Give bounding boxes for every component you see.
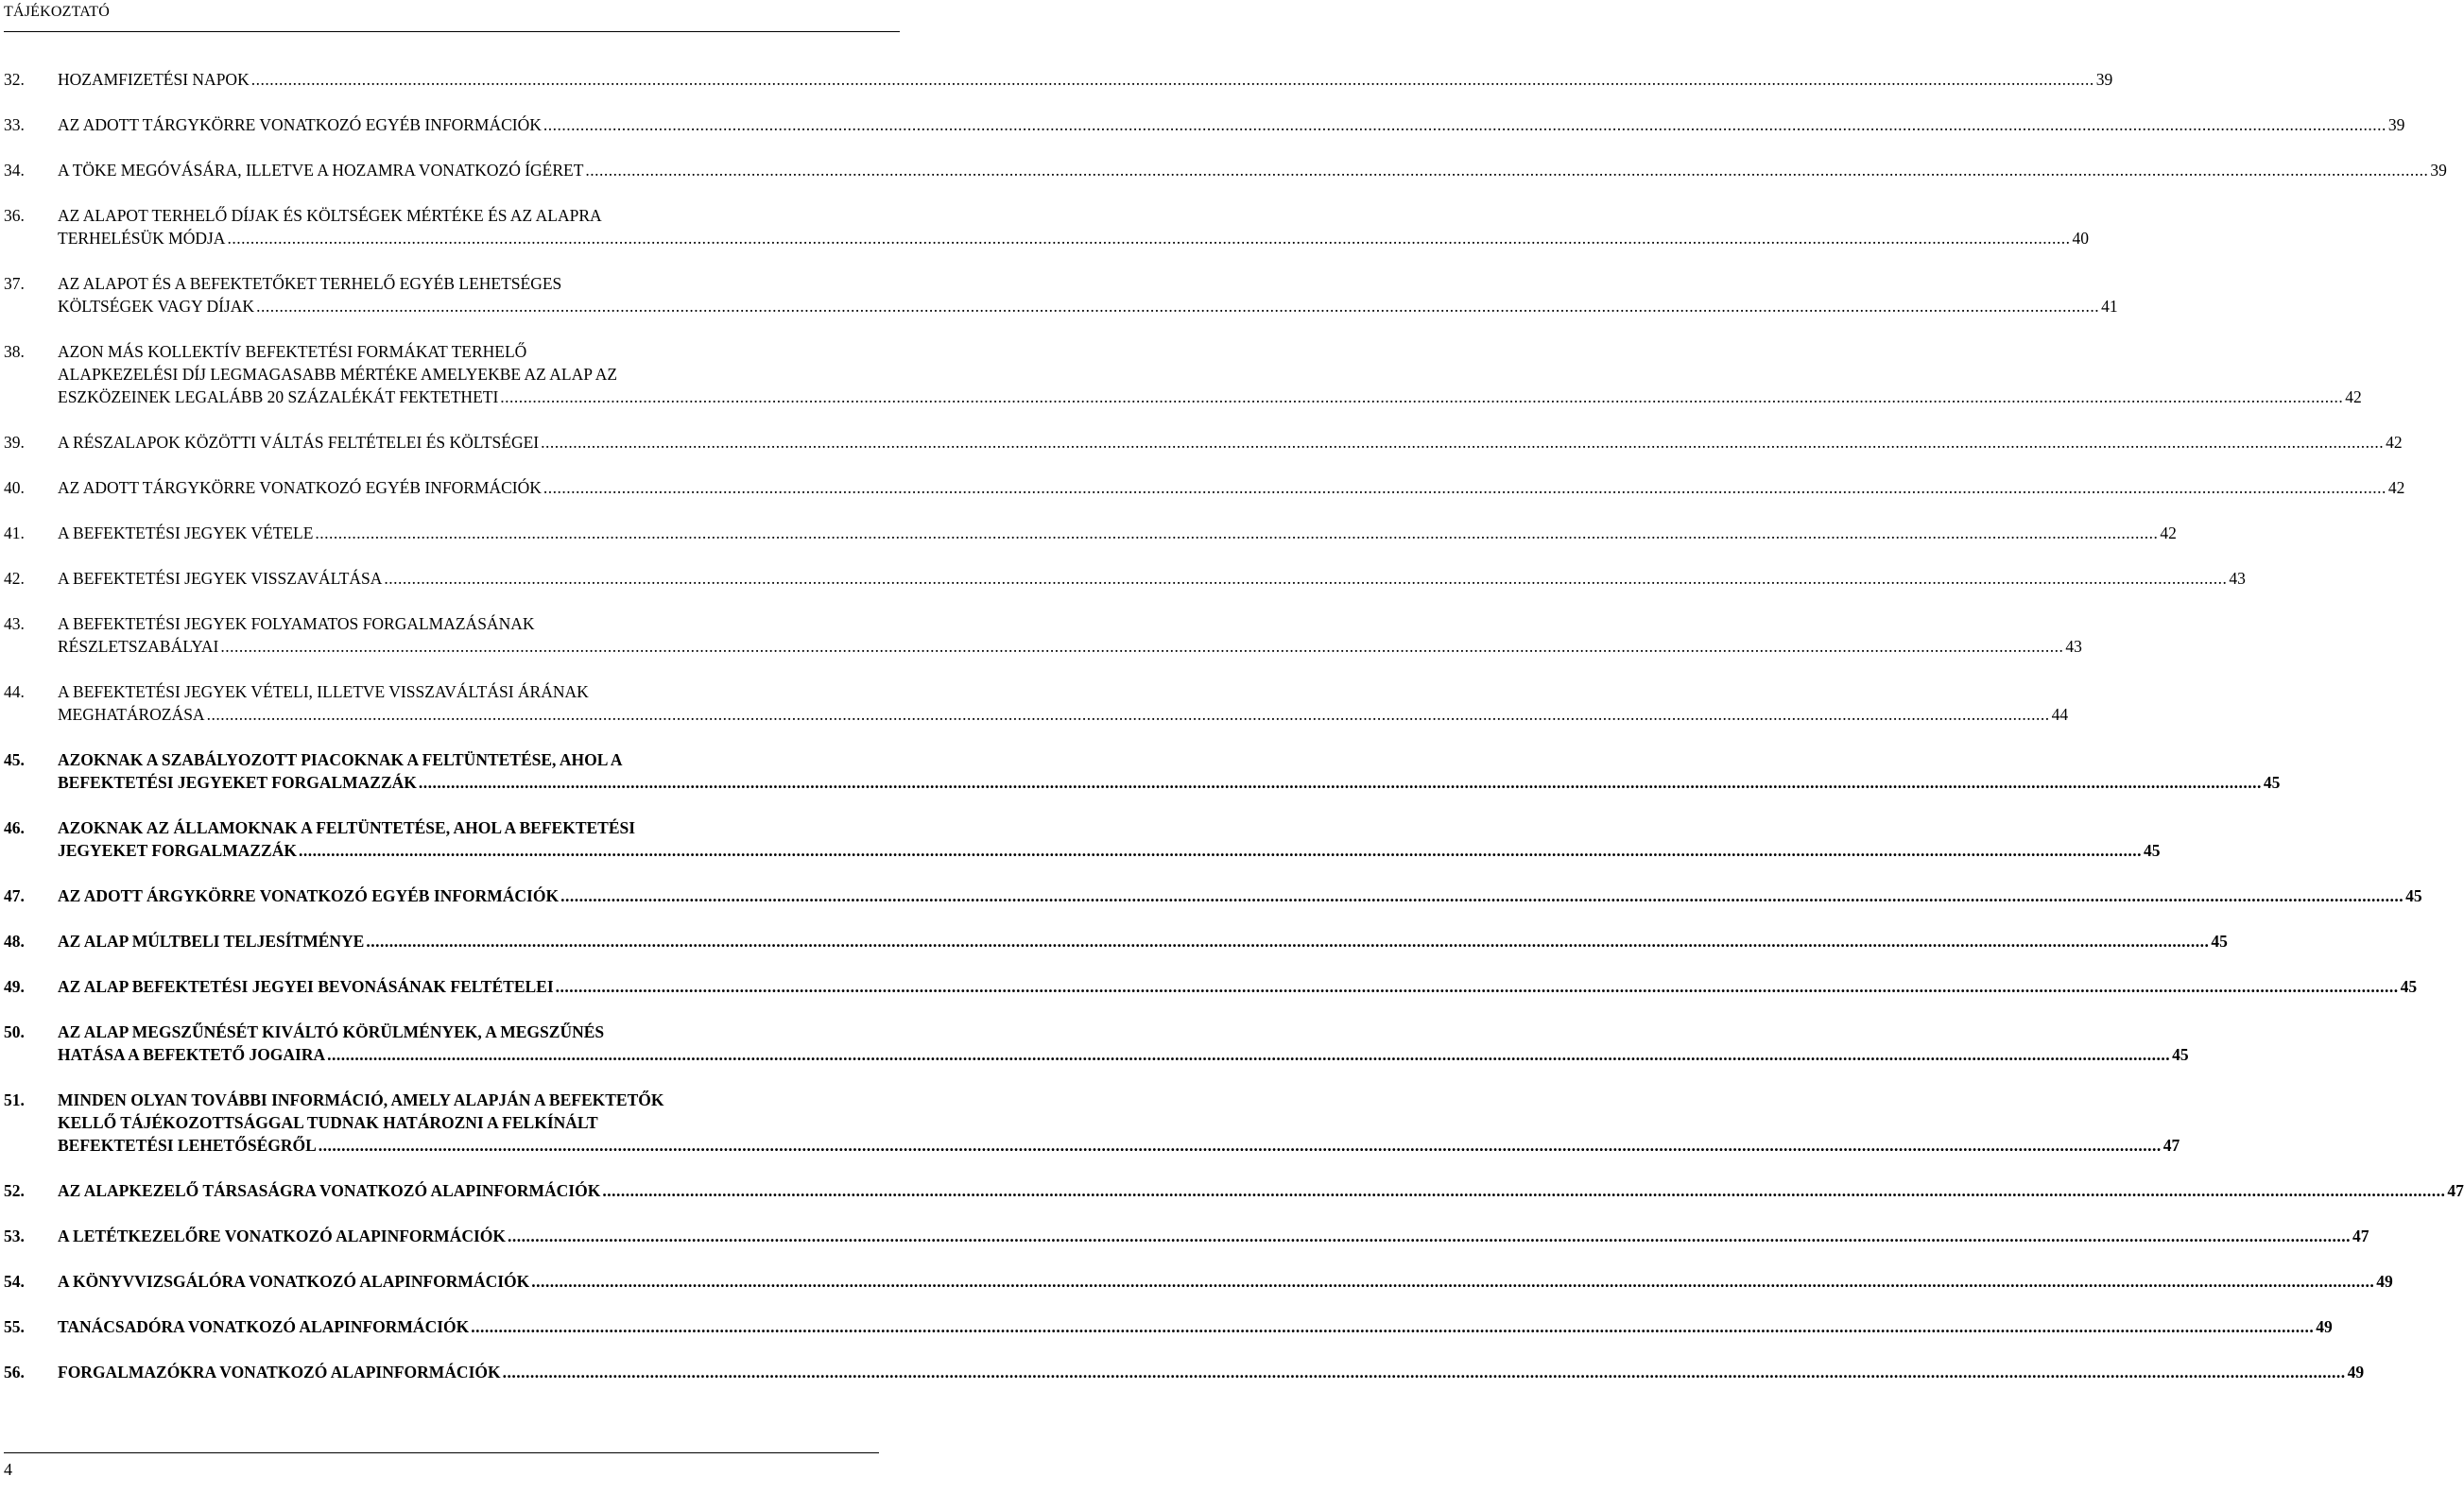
toc-entry-title: AZ ALAP BEFEKTETÉSI JEGYEI BEVONÁSÁNAK FELTÉTELEI [58, 977, 554, 996]
toc-entry-number: 36. [4, 206, 25, 225]
toc-entry-number: 43. [4, 614, 25, 633]
toc-entry-title: BEFEKTETÉSI JEGYEKET FORGALMAZZÁK [58, 773, 417, 792]
toc-entry-title: MEGHATÁROZÁSA [58, 705, 205, 724]
toc-entry-title: AZ ADOTT ÁRGYKÖRRE VONATKOZÓ EGYÉB INFORMÁCIÓK [58, 886, 560, 905]
toc-entry-page: 45 [2143, 841, 2161, 860]
dot-leader: ................................................................................................................................................................................................................................................................................................................................................................................................................ [502, 1363, 2346, 1381]
toc-entry-page: 45 [2172, 1045, 2189, 1064]
toc-entry-page: 39 [2430, 161, 2447, 180]
toc-entry-title: A BEFEKTETÉSI JEGYEK VISSZAVÁLTÁSA [58, 569, 383, 588]
document-header-title: TÁJÉKOZTATÓ [4, 4, 111, 20]
toc-entry-number: 32. [4, 70, 25, 89]
toc-entry-title: HATÁSA A BEFEKTETŐ JOGAIRA [58, 1045, 326, 1064]
toc-entry-title: TANÁCSADÓRA VONATKOZÓ ALAPINFORMÁCIÓK [58, 1317, 470, 1336]
toc-entry-title: AZ ALAPOT TERHELŐ DÍJAK ÉS KÖLTSÉGEK MÉRTÉKE ÉS AZ ALAPRA [58, 206, 602, 225]
toc-entry-page: 42 [2345, 387, 2362, 406]
toc-entry-page: 42 [2387, 478, 2405, 497]
dot-leader: ................................................................................................................................................................................................................................................................................................................................................................................................................ [543, 478, 2386, 497]
toc-entry-title: JEGYEKET FORGALMAZZÁK [58, 841, 297, 860]
toc-entry-page: 45 [2400, 977, 2418, 996]
toc-entry-number: 46. [4, 818, 25, 837]
dot-leader: ................................................................................................................................................................................................................................................................................................................................................................................................................ [418, 773, 2262, 792]
toc-entry-title: A RÉSZALAPOK KÖZÖTTI VÁLTÁS FELTÉTELEI ÉS KÖLTSÉGEI [58, 433, 540, 452]
dot-leader: ................................................................................................................................................................................................................................................................................................................................................................................................................ [543, 115, 2386, 134]
dot-leader: ................................................................................................................................................................................................................................................................................................................................................................................................................ [585, 161, 2429, 180]
toc-entry-title: AZOKNAK A SZABÁLYOZOTT PIACOKNAK A FELTÜNTETÉSE, AHOL A [58, 750, 623, 769]
toc-entry-title: A TÖKE MEGÓVÁSÁRA, ILLETVE A HOZAMRA VONATKOZÓ ÍGÉRET [58, 161, 584, 180]
toc-entry-number: 38. [4, 342, 25, 361]
toc-entry-page: 44 [2051, 705, 2069, 724]
toc-entry-title: A BEFEKTETÉSI JEGYEK FOLYAMATOS FORGALMAZÁSÁNAK [58, 614, 535, 633]
toc-entry-number: 37. [4, 274, 25, 293]
dot-leader: ................................................................................................................................................................................................................................................................................................................................................................................................................ [471, 1317, 2315, 1336]
footer-page-number: 4 [4, 1460, 12, 1479]
toc-entry-page: 45 [2405, 886, 2422, 905]
toc-entry-page: 39 [2387, 115, 2405, 134]
dot-leader: ................................................................................................................................................................................................................................................................................................................................................................................................................ [500, 387, 2344, 406]
dot-leader: ................................................................................................................................................................................................................................................................................................................................................................................................................ [250, 70, 2094, 89]
toc-entry-page: 49 [2316, 1317, 2333, 1336]
toc-entry-title: ESZKÖZEINEK LEGALÁBB 20 SZÁZALÉKÁT FEKTETHETI [58, 387, 499, 406]
toc-entry-page: 40 [2072, 229, 2089, 248]
toc-entry-title: HOZAMFIZETÉSI NAPOK [58, 70, 250, 89]
toc-entry-number: 33. [4, 115, 25, 134]
toc-entry-page: 49 [2347, 1363, 2365, 1381]
toc-entry-page: 45 [2211, 932, 2228, 951]
toc-entry-page: 47 [2162, 1136, 2180, 1155]
dot-leader: ................................................................................................................................................................................................................................................................................................................................................................................................................ [206, 705, 2050, 724]
toc-entry-title: AZ ALAPKEZELŐ TÁRSASÁGRA VONATKOZÓ ALAPINFORMÁCIÓK [58, 1181, 601, 1200]
toc-entry-number: 47. [4, 886, 25, 905]
toc-entry-number: 54. [4, 1272, 25, 1291]
toc-entry-title: ALAPKEZELÉSI DÍJ LEGMAGASABB MÉRTÉKE AMELYEKBE AZ ALAP AZ [58, 365, 618, 384]
toc-entry-number: 48. [4, 932, 25, 951]
toc-entry-page: 41 [2101, 297, 2118, 316]
toc-entry-title: TERHELÉSÜK MÓDJA [58, 229, 226, 248]
toc-entry-page: 47 [2352, 1227, 2369, 1245]
dot-leader: ................................................................................................................................................................................................................................................................................................................................................................................................................ [227, 229, 2071, 248]
toc-entry-title: FORGALMAZÓKRA VONATKOZÓ ALAPINFORMÁCIÓK [58, 1363, 501, 1381]
toc-entry-number: 53. [4, 1227, 25, 1245]
toc-entry-number: 39. [4, 433, 25, 452]
toc-entry-page: 45 [2263, 773, 2281, 792]
toc-entry-number: 44. [4, 682, 25, 701]
dot-leader: ................................................................................................................................................................................................................................................................................................................................................................................................................ [602, 1181, 2446, 1200]
toc-entry-title: KÖLTSÉGEK VAGY DÍJAK [58, 297, 255, 316]
toc-entry-title: AZ ALAP MÚLTBELI TELJESÍTMÉNYE [58, 932, 365, 951]
toc-entry-page: 47 [2447, 1181, 2464, 1200]
dot-leader: ................................................................................................................................................................................................................................................................................................................................................................................................................ [531, 1272, 2375, 1291]
toc-entry-page: 49 [2376, 1272, 2393, 1291]
toc-entry-title: A BEFEKTETÉSI JEGYEK VÉTELI, ILLETVE VISSZAVÁLTÁSI ÁRÁNAK [58, 682, 589, 701]
toc-entry-title: AZON MÁS KOLLEKTÍV BEFEKTETÉSI FORMÁKAT TERHELŐ [58, 342, 527, 361]
toc-entry-title: RÉSZLETSZABÁLYAI [58, 637, 219, 656]
dot-leader: ................................................................................................................................................................................................................................................................................................................................................................................................................ [366, 932, 2210, 951]
toc-entry-title: AZ ALAP MEGSZŰNÉSÉT KIVÁLTÓ KÖRÜLMÉNYEK, A MEGSZŰNÉS [58, 1022, 605, 1041]
dot-leader: ................................................................................................................................................................................................................................................................................................................................................................................................................ [318, 1136, 2162, 1155]
toc-entry-title: A LETÉTKEZELŐRE VONATKOZÓ ALAPINFORMÁCIÓK [58, 1227, 507, 1245]
footer-divider [4, 1452, 879, 1453]
dot-leader: ................................................................................................................................................................................................................................................................................................................................................................................................................ [508, 1227, 2352, 1245]
toc-entry-number: 52. [4, 1181, 25, 1200]
dot-leader: ................................................................................................................................................................................................................................................................................................................................................................................................................ [555, 977, 2399, 996]
dot-leader: ................................................................................................................................................................................................................................................................................................................................................................................................................ [541, 433, 2385, 452]
dot-leader: ................................................................................................................................................................................................................................................................................................................................................................................................................ [256, 297, 2100, 316]
toc-entry-page: 42 [2160, 523, 2177, 542]
toc-entry-number: 34. [4, 161, 25, 180]
dot-leader: ................................................................................................................................................................................................................................................................................................................................................................................................................ [315, 523, 2159, 542]
toc-entry-number: 40. [4, 478, 25, 497]
toc-entry-number: 56. [4, 1363, 25, 1381]
toc-entry-number: 49. [4, 977, 25, 996]
toc-entry-title: AZ ADOTT TÁRGYKÖRRE VONATKOZÓ EGYÉB INFORMÁCIÓK [58, 115, 542, 134]
header-divider [4, 31, 900, 32]
dot-leader: ................................................................................................................................................................................................................................................................................................................................................................................................................ [327, 1045, 2171, 1064]
toc-entry-page: 43 [2065, 637, 2082, 656]
toc-entry-number: 55. [4, 1317, 25, 1336]
toc-entry-page: 39 [2095, 70, 2113, 89]
dot-leader: ................................................................................................................................................................................................................................................................................................................................................................................................................ [560, 886, 2404, 905]
toc-entry-title: KELLŐ TÁJÉKOZOTTSÁGGAL TUDNAK HATÁROZNI A FELKÍNÁLT [58, 1113, 598, 1132]
toc-entry-number: 42. [4, 569, 25, 588]
dot-leader: ................................................................................................................................................................................................................................................................................................................................................................................................................ [298, 841, 2142, 860]
toc-entry-title: A KÖNYVVIZSGÁLÓRA VONATKOZÓ ALAPINFORMÁCIÓK [58, 1272, 530, 1291]
toc-entry-number: 50. [4, 1022, 25, 1041]
toc-entry-title: AZ ADOTT TÁRGYKÖRRE VONATKOZÓ EGYÉB INFORMÁCIÓK [58, 478, 542, 497]
toc-entry-title: A BEFEKTETÉSI JEGYEK VÉTELE [58, 523, 314, 542]
toc-entry-title: BEFEKTETÉSI LEHETŐSÉGRŐL [58, 1136, 317, 1155]
dot-leader: ................................................................................................................................................................................................................................................................................................................................................................................................................ [220, 637, 2064, 656]
toc-entry-page: 42 [2386, 433, 2403, 452]
toc-entry-title: AZOKNAK AZ ÁLLAMOKNAK A FELTÜNTETÉSE, AHOL A BEFEKTETÉSI [58, 818, 636, 837]
toc-entry-number: 51. [4, 1090, 25, 1109]
toc-entry-page: 43 [2229, 569, 2246, 588]
toc-entry-number: 41. [4, 523, 25, 542]
dot-leader: ................................................................................................................................................................................................................................................................................................................................................................................................................ [384, 569, 2228, 588]
toc-entry-title: MINDEN OLYAN TOVÁBBI INFORMÁCIÓ, AMELY ALAPJÁN A BEFEKTETŐK [58, 1090, 664, 1109]
toc-entry-number: 45. [4, 750, 25, 769]
toc-entry-title: AZ ALAPOT ÉS A BEFEKTETŐKET TERHELŐ EGYÉB LEHETSÉGES [58, 274, 562, 293]
